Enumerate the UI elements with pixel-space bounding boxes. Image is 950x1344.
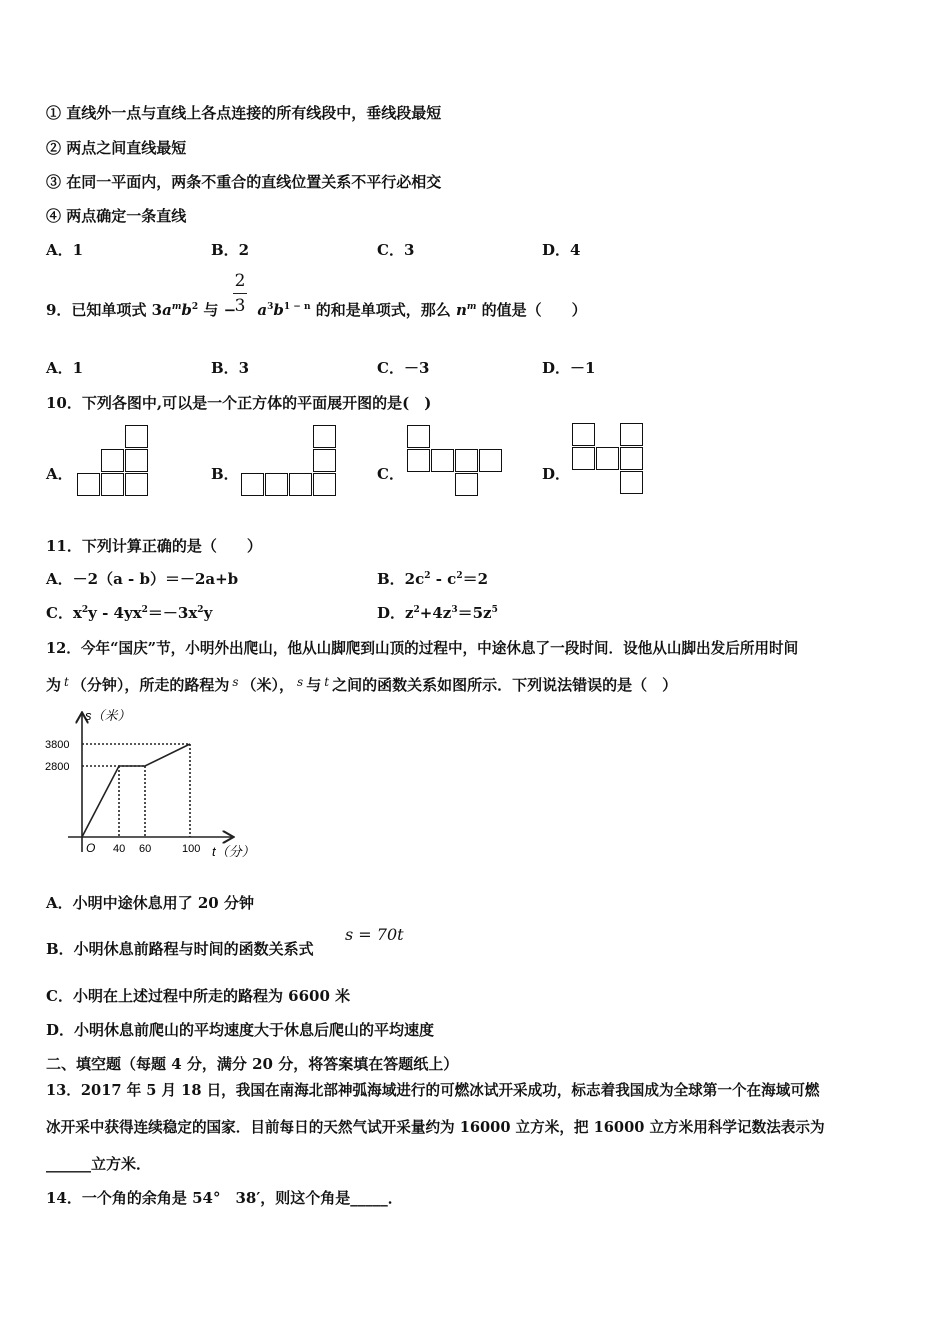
q9-fraction-bar [233,293,247,294]
q10-label-b: B． [211,465,239,483]
q10-stem: 10．下列各图中,可以是一个正方体的平面展开图的是( ) [46,394,432,412]
q12-option-d: D．小明休息前爬山的平均速度大于休息后爬山的平均速度 [46,1021,435,1039]
q8-statement-4: ④ 两点确定一条直线 [46,207,187,225]
q8-option-b: B．2 [211,241,250,259]
q10-label-c: C． [377,465,404,483]
q12-stem-line-2: 为 $^t$ （分钟），所走的路程为 $^s$ （米）， $^s$ 与 $^t$ 之间的函数关系如图所示．下列说法错误的是（ ） [46,675,678,694]
q9-fraction-numerator: 2 [234,271,246,291]
q10-label-d: D． [542,465,571,483]
x-tick-label: 100 [182,843,201,855]
y-tick-label: 2800 [45,761,70,773]
q8-option-a: A．1 [46,241,84,259]
series-line [82,744,190,837]
q9-option-c: C．－3 [377,359,430,377]
distance-time-chart [40,700,270,870]
origin-label: O [86,841,96,855]
q8-option-c: C．3 [377,241,415,259]
q12-option-b: B．小明休息前路程与时间的函数关系式 [46,940,314,958]
q11-option-a: A．－2（a - b）＝－2a+b [46,570,239,588]
q8-option-d: D．4 [542,241,581,259]
q9-option-a: A．1 [46,359,84,377]
x-axis-label: t（分） [212,844,255,859]
q9-option-d: D．－1 [542,359,596,377]
q12-formula: s = 70t [345,925,404,944]
q11-option-d: D．$z^2+4z^3=5z^5$ [377,604,498,622]
q11-option-b: B．$2c^2 - c^2=2$ [377,570,489,588]
q12-stem-line-1: 12．今年“国庆”节，小明外出爬山，他从山脚爬到山顶的过程中，中途休息了一段时间．设他从山脚出发后所用时间 [46,640,799,657]
x-tick-label: 60 [139,843,152,855]
q11-option-c: C．$x^2y - 4yx^2=-3x^2y$ [46,604,213,622]
q13-line-1: 13．2017 年 5 月 18 日，我国在南海北部神弧海域进行的可燃冰试开采成功，标志着我国成为全球第一个在海域可燃 [46,1082,820,1099]
q8-statement-2: ② 两点之间直线最短 [46,139,187,157]
x-tick-label: 40 [113,843,126,855]
q13-line-2: 冰开采中获得连续稳定的国家．目前每日的天然气试开采量约为 16000 立方米，把 16000 立方米用科学记数法表示为 [46,1119,825,1136]
q8-statement-1: ① 直线外一点与直线上各点连接的所有线段中，垂线段最短 [46,104,442,122]
q9-fraction-denominator: 3 [234,296,246,316]
q10-label-a: A． [46,465,73,483]
q12-option-c: C．小明在上述过程中所走的路程为 6600 米 [46,987,351,1005]
y-axis-label: s（米） [85,708,131,723]
q9-option-b: B．3 [211,359,250,377]
q11-stem: 11．下列计算正确的是（ ） [46,537,262,555]
y-tick-label: 3800 [45,739,70,751]
q9-stem: 9．已知单项式 $3a^mb^2$ 与 − $a^3b^{1 - n}$ 的和是单项式，那么 $n^m$ 的值是（ ） [46,301,587,319]
q14: 14．一个角的余角是 54° 38′，则这个角是_____． [46,1189,403,1207]
q13-line-3: ______立方米． [46,1155,152,1173]
q12-option-a: A．小明中途休息用了 20 分钟 [46,894,254,912]
q8-statement-3: ③ 在同一平面内，两条不重合的直线位置关系不平行必相交 [46,173,442,191]
section-2-heading: 二、填空题（每题 4 分，满分 20 分，将答案填在答题纸上） [46,1055,459,1073]
